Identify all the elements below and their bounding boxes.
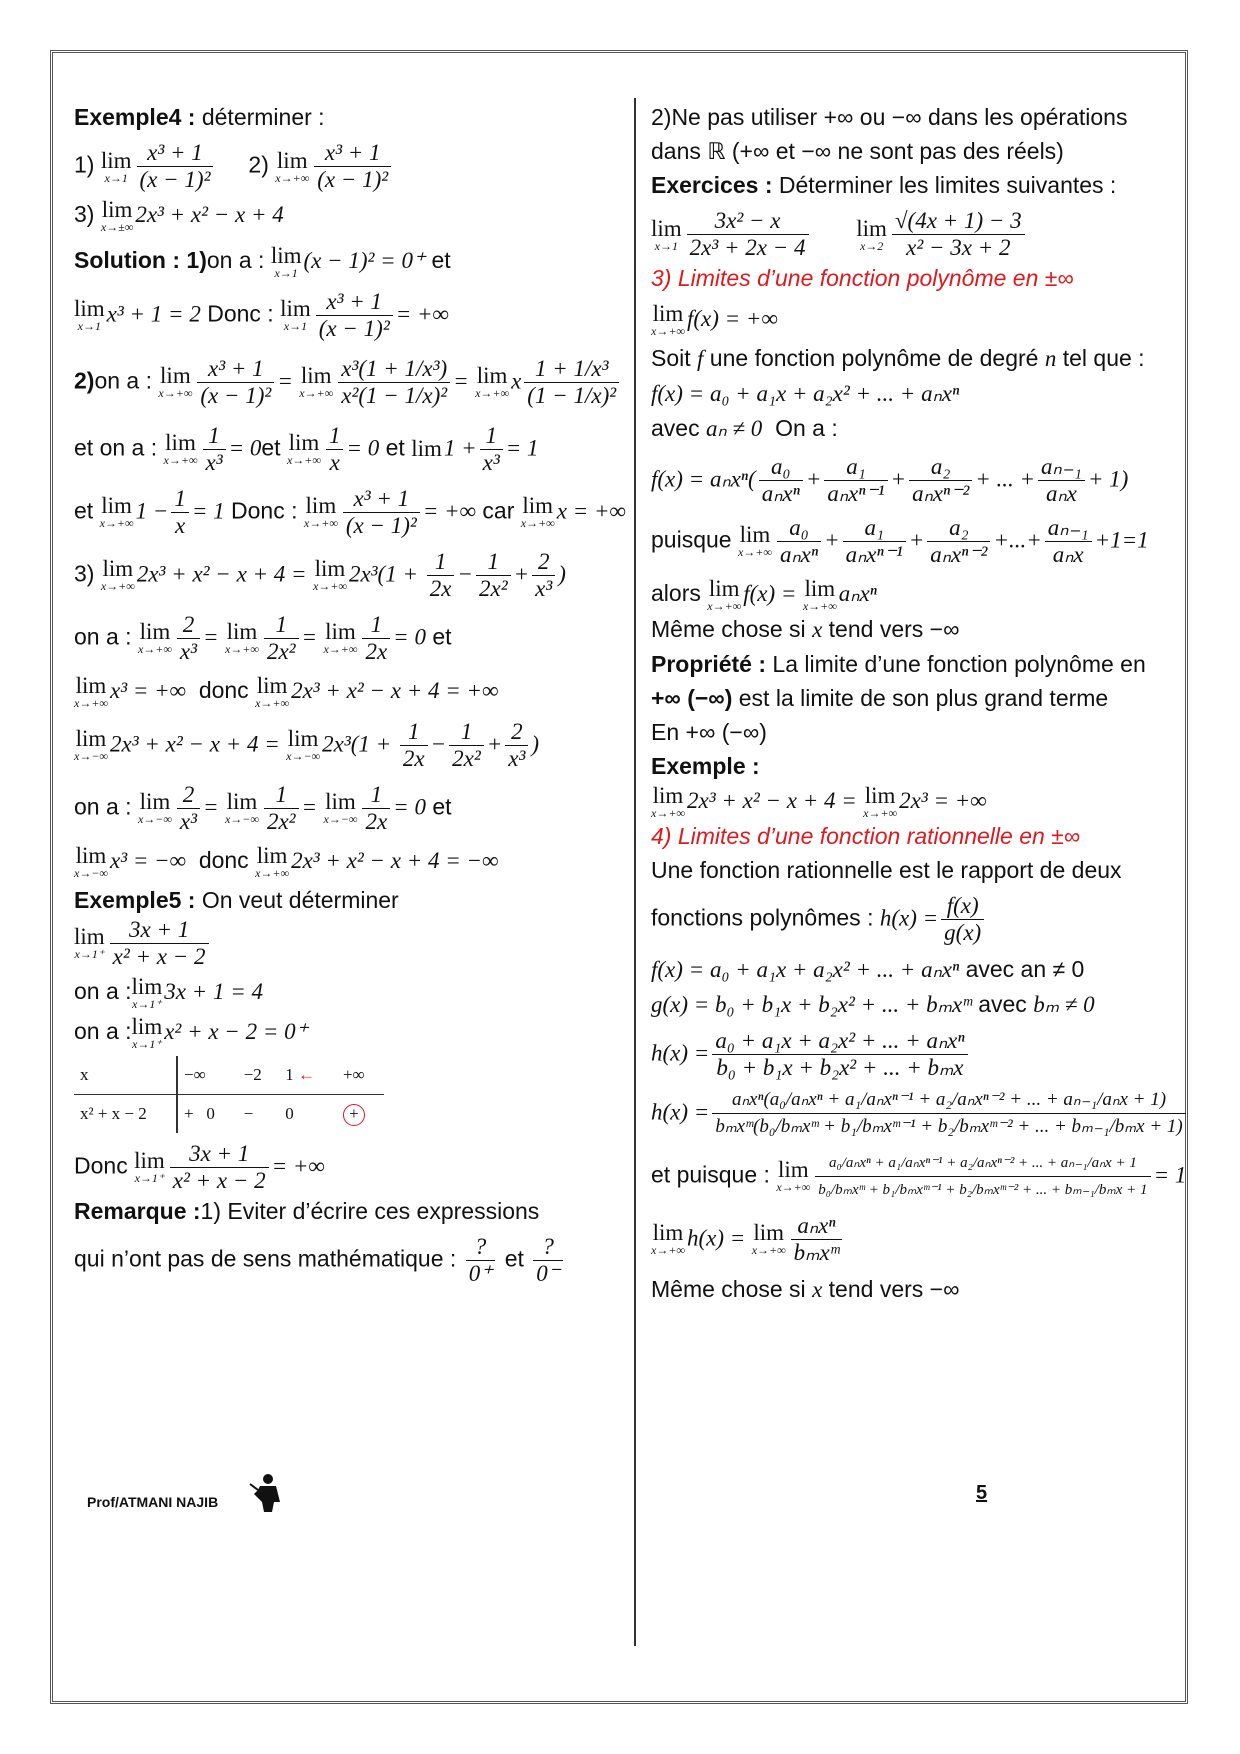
property-line3: En +∞ (−∞) bbox=[651, 718, 767, 745]
example4-item-3: 3) lim x→±∞ 2x³ + x² − x + 4 bbox=[74, 196, 284, 234]
example4-items-12: 1) lim x→1 $\frac{\text{x³ + 1}}{\text{(x − 1)²}}$ 2) lim x→+∞ $\frac{\text{x³ + 1}}{\text{(x − 1)²}}$ bbox=[74, 140, 619, 193]
column-divider bbox=[634, 98, 636, 1646]
right-column bbox=[651, 100, 1191, 1307]
rational-def1: Une fonction rationnelle est le rapport de deux bbox=[651, 856, 1122, 883]
author-name: Prof/ATMANI NAJIB bbox=[87, 1494, 219, 1510]
example5-result: Donc lim x→1⁺ $\frac{3x + 1}{\text{x² + x − 2}}$ = +∞ bbox=[74, 1140, 325, 1193]
poly-since: puisque lim x→+∞ $\frac{\text{a₀}}{\text{aₙxⁿ}}$ + $\frac{\text{a₁}}{\text{aₙxⁿ⁻¹}}$ + $\frac{\text{a₂}}{\text{aₙxⁿ⁻²}}$ +...+ $\frac{\text{aₙ₋₁}}{\text{aₙx}}$ +1=1 bbox=[651, 514, 1149, 567]
rational-result: lim x→+∞ h(x) = lim x→+∞ $\frac{\text{aₙxⁿ}}{\text{bₘxᵐ}}$ bbox=[651, 1213, 1191, 1266]
example5-heading: Exemple5 : On veut déterminer bbox=[74, 886, 399, 913]
property-line2: +∞ (−∞) est la limite de son plus grand terme bbox=[651, 684, 1109, 711]
solution-part2: 2)on a : lim x→+∞ $\frac{\text{x³ + 1}}{\text{(x − 1)²}}$ = lim x→+∞ $\frac{\text{x³(1 + 1/x³)}}{\text{x²(1 − 1/x)²}}$ = lim x→+∞ x $\frac{\text{1 + 1/x³}}{\text{(1 − 1/x)²}}$ bbox=[74, 356, 619, 409]
exercises-heading: Exercices : Déterminer les limites suivantes : bbox=[651, 172, 1117, 198]
sign-table: x −∞ −2 1 ← +∞ x² + x − 2 + 0 − 0 + bbox=[74, 1056, 384, 1133]
solution-part3-zero: on a : lim x→+∞ $\frac{2}{\text{x³}}$ = lim x→+∞ $\frac{1}{\text{2x²}}$ = lim x→+∞ $\frac{1}{2x}$ = 0 et bbox=[74, 611, 452, 664]
rem2-line2: dans ℝ (+∞ et −∞ ne sont pas des réels) bbox=[651, 138, 1064, 164]
rational-g: g(x) = b₀ + b₁x + b₂x² + ... + bₘxᵐ avec bₘ ≠ 0 bbox=[651, 990, 1095, 1017]
solution-part3-minus: lim x→−∞ 2x³ + x² − x + 4 = lim x→−∞ 2x³(1 + $\frac{1}{2x}$ − $\frac{1}{\text{2x²}}$ + $\frac{2}{\text{x³}}$ ) bbox=[74, 718, 540, 771]
page-number: 5 bbox=[976, 1482, 988, 1504]
teacher-logo-icon bbox=[248, 1472, 284, 1514]
solution-line1: Solution : 1)on a : lim x→1 (x − 1)² = 0⁺ et bbox=[74, 242, 451, 280]
property-line1: Propriété : La limite d’une fonction polynôme en bbox=[651, 650, 1146, 677]
left-column bbox=[74, 100, 626, 1287]
section4-heading: 4) Limites d’une fonction rationnelle en ±∞ bbox=[651, 822, 1081, 849]
remark-line2: qui n’ont pas de sens mathématique : $\frac{?}{0^+}$ et $\frac{?}{0^-}$ bbox=[74, 1234, 619, 1287]
section3-heading: 3) Limites d’une fonction polynôme en ±∞ bbox=[651, 265, 1074, 291]
solution-limits-zero: et on a : lim x→+∞ $\frac{1}{\text{x³}}$ = 0et lim x→+∞ $\frac{1}{x}$ = 0 et lim 1 + $\frac{1}{\text{x³}}$ = 1 bbox=[74, 422, 539, 475]
solution-part3: 3) lim x→+∞ 2x³ + x² − x + 4 = lim x→+∞ 2x³(1 + $\frac{1}{2x}$ − $\frac{1}{\text{2x²}}$ + $\frac{2}{\text{x³}}$ ) bbox=[74, 548, 566, 601]
rational-h-factorized: h(x) = $\frac{\text{aₙxⁿ(a₀/aₙxⁿ + a₁/aₙxⁿ⁻¹ + a₂/aₙxⁿ⁻² + ... + aₙ₋₁/aₙx + 1)}}{\text{bₘxᵐ(b₀/bₘxᵐ + b₁/bₘxᵐ⁻¹ + b₂/bₘxᵐ⁻² + ... + bₘ₋₁/bₘx + 1)}}$ bbox=[651, 1087, 1191, 1140]
remark-line1: Remarque :1) Eviter d’écrire ces expressions bbox=[74, 1197, 540, 1224]
solution-line2: lim x→1 x³ + 1 = 2 Donc : lim x→1 $\frac{\text{x³ + 1}}{\text{(x − 1)²}}$ = +∞ bbox=[74, 288, 449, 341]
rem2-line1: 2)Ne pas utiliser +∞ ou −∞ dans les opérations bbox=[651, 104, 1128, 130]
poly-condition: avec aₙ ≠ 0 On a : bbox=[651, 414, 838, 441]
example-heading: Exemple : bbox=[651, 752, 760, 779]
circled-plus: + bbox=[343, 1104, 365, 1126]
poly-expression: f(x) = a₀ + a₁x + a₂x² + ... + aₙxⁿ bbox=[651, 380, 960, 406]
example4-heading: Exemple4 : déterminer : bbox=[74, 104, 325, 130]
solution-part3-minus-zero: on a : lim x→−∞ $\frac{2}{\text{x³}}$ = lim x→−∞ $\frac{1}{\text{2x²}}$ = lim x→−∞ $\frac{1}{2x}$ = 0 et bbox=[74, 781, 452, 834]
solution-part3-result-minus: lim x→−∞ x³ = −∞ donc lim x→+∞ 2x³ + x² − x + 4 = −∞ bbox=[74, 842, 499, 880]
rational-h: h(x) = $\frac{\text{a₀ + a₁x + a₂x² + ... + aₙxⁿ}}{\text{b₀ + b₁x + b₂x² + ... + bₘx}}$ bbox=[651, 1028, 1191, 1081]
example5-denominator: on a : lim x→1⁺ x² + x − 2 = 0⁺ bbox=[74, 1013, 308, 1051]
rational-def2: fonctions polynômes : h(x) = $\frac{f(x)}{g(x)}$ bbox=[651, 893, 1191, 946]
rational-since: et puisque : lim x→+∞ $\frac{\text{a₀/aₙxⁿ + a₁/aₙxⁿ⁻¹ + a₂/aₙxⁿ⁻² + ... + aₙ₋₁/aₙx + 1}}{\text{b₀/bₘxᵐ + b₁/bₘxᵐ⁻¹ + b₂/bₘxᵐ⁻² + ... + bₘ₋₁/bₘx + 1}}$ = 1 bbox=[651, 1150, 1191, 1203]
poly-then: alors lim x→+∞ f(x) = lim x→+∞ aₙxⁿ bbox=[651, 575, 877, 613]
rational-same-minus: Même chose si x tend vers −∞ bbox=[651, 1275, 960, 1302]
rational-f: f(x) = a₀ + a₁x + a₂x² + ... + aₙxⁿ avec an ≠ 0 bbox=[651, 955, 1085, 982]
solution-part3-result-plus: lim x→+∞ x³ = +∞ donc lim x→+∞ 2x³ + x² − x + 4 = +∞ bbox=[74, 672, 499, 710]
solution-limits-one: et lim x→+∞ 1 − $\frac{1}{x}$ = 1 Donc : lim x→+∞ $\frac{\text{x³ + 1}}{\text{(x − 1)²}}$ = +∞ car lim x→+∞ x = +∞ bbox=[74, 485, 626, 538]
exercises-limits: lim x→1 $\frac{\text{3x² − x}}{\text{2x³ + 2x − 4}}$ lim x→2 $\frac{√(4x + 1) - 3}{\text{x² − 3x + 2}}$ bbox=[651, 208, 1191, 261]
poly-definition: Soit f une fonction polynôme de degré n tel que : bbox=[651, 344, 1145, 371]
poly-same-minus: Même chose si x tend vers −∞ bbox=[651, 615, 960, 642]
example5-limit: lim x→1⁺ $\frac{3x + 1}{\text{x² + x − 2}}$ bbox=[74, 917, 619, 970]
example-poly: lim x→+∞ 2x³ + x² − x + 4 = lim x→+∞ 2x³ = +∞ bbox=[651, 782, 987, 820]
example5-numerator: on a : lim x→1⁺ 3x + 1 = 4 bbox=[74, 973, 263, 1011]
poly-factorized: f(x) = aₙxⁿ( $\frac{\text{a₀}}{\text{aₙxⁿ}}$ + $\frac{\text{a₁}}{\text{aₙxⁿ⁻¹}}$ + $\frac{\text{a₂}}{\text{aₙxⁿ⁻²}}$ + ... + $\frac{\text{aₙ₋₁}}{\text{aₙx}}$ + 1) bbox=[651, 453, 1129, 506]
poly-limit: lim x→+∞ f(x) = +∞ bbox=[651, 300, 778, 338]
